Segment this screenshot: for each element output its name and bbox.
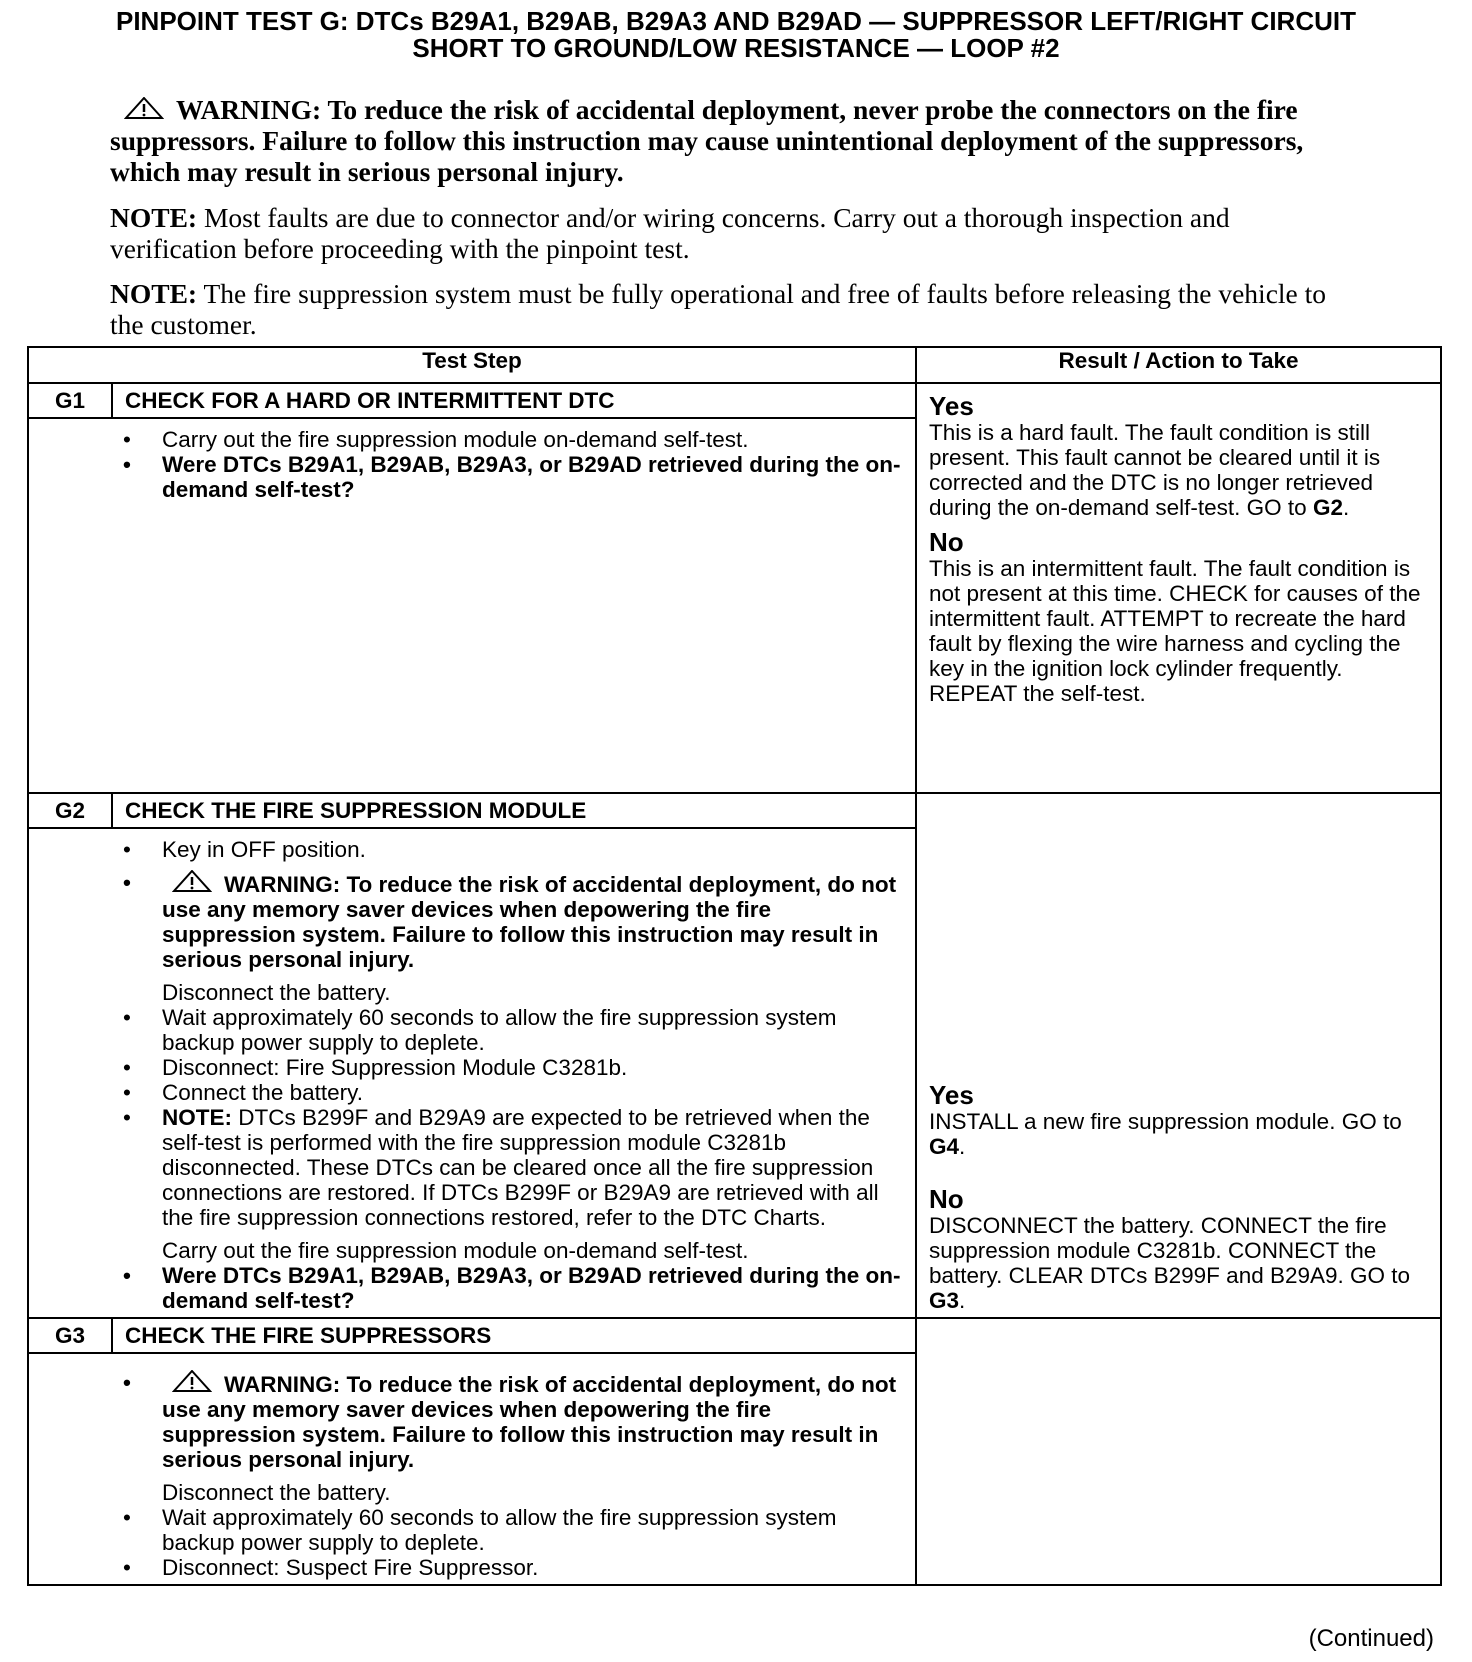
list-item: • Disconnect: Fire Suppression Module C3281b. <box>29 1055 907 1080</box>
header-test-step: Test Step <box>28 347 916 383</box>
intro-note-2 <box>110 278 1360 340</box>
period: . <box>1342 495 1350 520</box>
yes-action <box>929 420 1434 520</box>
list-item: • Carry out the fire suppression module on-demand self-test. <box>29 427 907 452</box>
no-label: No <box>929 1184 964 1214</box>
no-action <box>929 1213 1434 1313</box>
note-text: Most faults are due to connector and/or wiring concerns. Carry out a thorough inspection and verification before proceeding with the pinpoint test. <box>110 202 1230 264</box>
list-item-note <box>29 1105 907 1230</box>
step-id: G2 <box>28 793 112 828</box>
pinpoint-test-table <box>27 346 1442 1586</box>
no-action: This is an intermittent fault. The fault condition is not present at this time. CHECK for causes of the intermittent fault. ATTEMPT to recreate the hard fault by flexing the wire harness and cycling the key in the ignition lock cylinder frequently. REPEAT the self-test. <box>929 556 1421 706</box>
step-g1-title-row <box>28 383 1441 418</box>
note-label: NOTE: <box>110 202 198 233</box>
step-g3-title-row <box>28 1318 1441 1353</box>
step-g3-content <box>28 1353 916 1585</box>
period: . <box>959 1288 966 1313</box>
note-text: The fire suppression system must be fully operational and free of faults before releasing the vehicle to the customer. <box>110 278 1327 340</box>
intro-warning <box>110 94 1360 187</box>
list-item-question: • Were DTCs B29A1, B29AB, B29A3, or B29AD retrieved during the on-demand self-test? <box>29 1263 907 1313</box>
warning-text: WARNING: To reduce the risk of accidental deployment, do not use any memory saver devices when depowering the fire suppression system. Failure to follow this instruction may result in serious personal injury. <box>162 872 897 972</box>
step-title: CHECK FOR A HARD OR INTERMITTENT DTC <box>112 383 916 418</box>
no-label: No <box>929 527 964 557</box>
list-item: Carry out the fire suppression module on-demand self-test. <box>162 1238 749 1263</box>
goto-step-link: G4 <box>929 1134 960 1159</box>
list-item: • Wait approximately 60 seconds to allow the fire suppression system backup power supply to deplete. <box>29 1005 907 1055</box>
step-title: CHECK THE FIRE SUPPRESSION MODULE <box>112 793 916 828</box>
yes-text: This is a hard fault. The fault condition is still present. This fault cannot be cleared until it is corrected and the DTC is no longer retrieved during the on-demand self-test. GO to <box>929 420 1381 520</box>
continued-label: (Continued) <box>1308 1625 1434 1652</box>
step-id: G3 <box>28 1318 112 1353</box>
list-item: • Wait approximately 60 seconds to allow the fire suppression system backup power supply to deplete. <box>29 1505 907 1555</box>
step-id: G1 <box>28 383 112 418</box>
warning-triangle-icon <box>172 870 212 892</box>
yes-label: Yes <box>929 1080 974 1110</box>
intro-warning-text: WARNING: To reduce the risk of accidental deployment, never probe the connectors on the fire suppressors. Failure to follow this instruction may cause unintentional deployment of the suppressors, which may result in serious personal injury. <box>110 94 1304 187</box>
list-item: • Disconnect: Suspect Fire Suppressor. <box>29 1555 907 1580</box>
list-item: Disconnect the battery. <box>162 1480 391 1505</box>
step-g1-result <box>916 383 1441 793</box>
list-item: • Key in OFF position. <box>29 837 907 862</box>
step-title: CHECK THE FIRE SUPPRESSORS <box>112 1318 916 1353</box>
yes-label: Yes <box>929 391 974 421</box>
goto-step-link: G2 <box>1312 495 1343 520</box>
step-g3-result <box>916 1318 1441 1585</box>
header-result-action: Result / Action to Take <box>916 347 1441 383</box>
step-g1-content <box>28 418 916 793</box>
warning-triangle-icon <box>172 1370 212 1392</box>
note-label: NOTE: <box>162 1105 232 1130</box>
note-label: NOTE: <box>110 278 198 309</box>
list-item: • Connect the battery. <box>29 1080 907 1105</box>
step-g2-result <box>916 793 1441 1318</box>
list-item-warning <box>29 870 907 972</box>
yes-action <box>929 1109 1434 1159</box>
page-title <box>0 8 1472 62</box>
step-g2-title-row <box>28 793 1441 828</box>
note-text: DTCs B299F and B29A9 are expected to be retrieved when the self-test is performed with the fire suppression module C3281b disconnected. These DTCs can be cleared once all the fire suppression connections are restored. If DTCs B299F or B29A9 are retrieved with all the fire suppression connections restored, refer to the DTC Charts. <box>162 1105 879 1230</box>
title-line-2: SHORT TO GROUND/LOW RESISTANCE — LOOP #2 <box>412 33 1060 63</box>
goto-step-link: G3 <box>929 1288 960 1313</box>
table-header-row <box>28 347 1441 383</box>
period: . <box>959 1134 966 1159</box>
no-text: DISCONNECT the battery. CONNECT the fire suppression module C3281b. CONNECT the battery. CLEAR DTCs B299F and B29A9. GO to <box>929 1213 1411 1288</box>
warning-text: WARNING: To reduce the risk of accidental deployment, do not use any memory saver devices when depowering the fire suppression system. Failure to follow this instruction may result in serious personal injury. <box>162 1372 897 1472</box>
title-line-1: PINPOINT TEST G: DTCs B29A1, B29AB, B29A3 AND B29AD — SUPPRESSOR LEFT/RIGHT CIRCUIT <box>115 6 1356 36</box>
list-item-warning <box>29 1370 907 1472</box>
warning-triangle-icon <box>124 97 164 119</box>
list-item: Disconnect the battery. <box>162 980 391 1005</box>
list-item-question: • Were DTCs B29A1, B29AB, B29A3, or B29AD retrieved during the on-demand self-test? <box>29 452 907 502</box>
yes-text: INSTALL a new fire suppression module. GO to <box>929 1109 1402 1134</box>
step-g2-content <box>28 828 916 1318</box>
intro-note-1 <box>110 202 1360 264</box>
